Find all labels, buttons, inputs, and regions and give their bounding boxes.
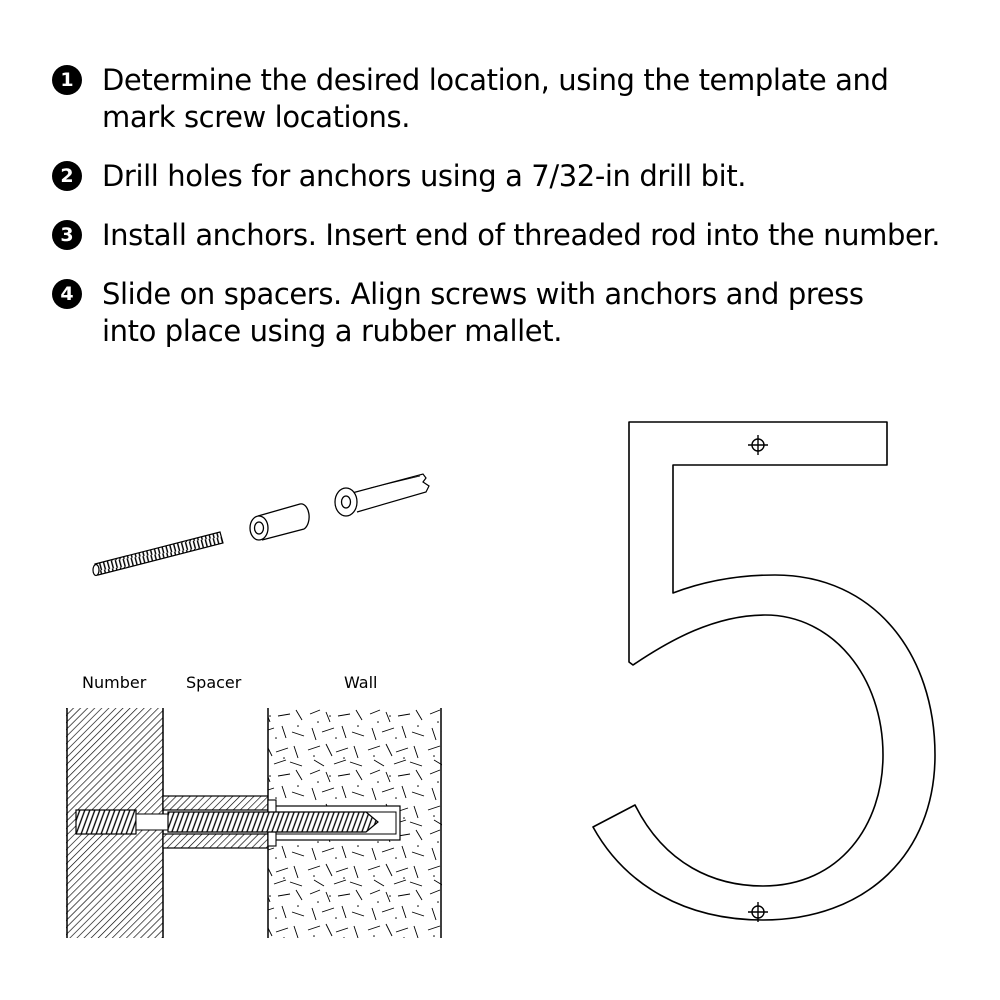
anchor-icon: [335, 474, 429, 516]
cross-section-labels: [0, 672, 470, 696]
instruction-steps: [52, 62, 992, 372]
step-number-badge: 1: [52, 65, 82, 95]
step-text: Install anchors. Insert end of threaded rod into the number.: [102, 218, 941, 252]
step-number-badge: 4: [52, 279, 82, 309]
numeral-outline: [593, 422, 935, 920]
label-number: Number: [82, 673, 147, 692]
label-wall: Wall: [344, 673, 378, 692]
threaded-rod-section: [76, 810, 378, 834]
numeral-five-template: [585, 415, 945, 945]
threaded-rod-icon: [93, 532, 223, 576]
step-1: [52, 62, 992, 136]
step-text: Slide on spacers. Align screws with anchors and press into place using a rubber mallet.: [102, 277, 864, 348]
label-spacer: Spacer: [186, 673, 242, 692]
step-number-badge: 3: [52, 220, 82, 250]
step-3: [52, 217, 992, 254]
step-text: Drill holes for anchors using a 7/32-in drill bit.: [102, 159, 747, 193]
step-4: [52, 276, 992, 350]
step-2: [52, 158, 992, 195]
step-text: Determine the desired location, using the template and mark screw locations.: [102, 63, 889, 134]
spacer-icon: [250, 504, 309, 540]
hardware-parts-illustration: [80, 460, 460, 600]
installation-cross-section: [66, 708, 446, 938]
step-number-badge: 2: [52, 161, 82, 191]
